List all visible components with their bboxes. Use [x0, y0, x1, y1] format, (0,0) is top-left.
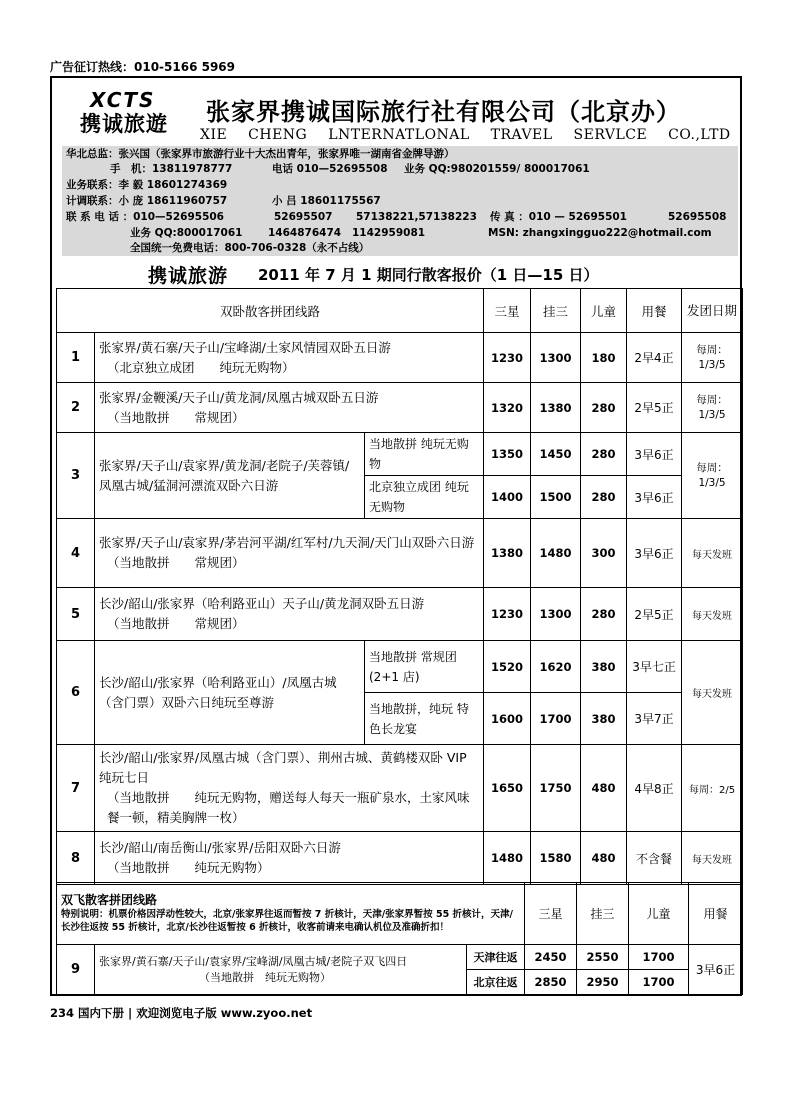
flight-note: 特别说明：机票价格因浮动性较大，北京/张家界往返而暂按 7 折核计，天津/张家界暂按 55 折核计，天津/长沙往返按 55 折核计，北京/长沙往返暂按 6 折核计，收客前请来电确认机位及准确折扣！: [61, 909, 513, 933]
flight-header: [57, 883, 525, 945]
meal-cell: 3早6正: [627, 519, 682, 588]
price-three-star: 1520: [484, 641, 531, 693]
company-logo: [80, 86, 190, 136]
price-quasi-three: 1300: [531, 588, 581, 641]
price-quasi-three: 1620: [531, 641, 581, 693]
header-child: 儿童: [581, 289, 627, 333]
route-cell: [95, 945, 467, 995]
contact-info-box: [62, 146, 738, 256]
meal-cell: 2早5正: [627, 383, 682, 433]
flight-header-three-star: 三星: [525, 883, 577, 945]
row-index: 2: [57, 383, 95, 433]
row-index: 3: [57, 433, 95, 519]
price-child: 1700: [629, 945, 689, 970]
contact-qq-1: 业务 QQ:800017061: [130, 227, 243, 239]
price-quasi-three: 1700: [531, 693, 581, 745]
price-three-star: 1650: [484, 745, 531, 832]
route-note: （当地散拼 纯玩无购物）: [199, 970, 331, 984]
logo-en-text: XCTS: [90, 88, 156, 112]
departure-cell: 每周：2/5: [682, 745, 743, 832]
flight-header-child: 儿童: [629, 883, 689, 945]
price-child: 280: [581, 383, 627, 433]
route-name: 长沙/韶山/张家界（哈利路亚山）/凤凰古城（含门票）双卧六日纯玩至尊游: [95, 641, 365, 745]
page-title: 2011 年 7 月 1 期同行散客报价（1 日—15 日）: [258, 266, 599, 284]
meal-cell: 3早6正: [627, 433, 682, 476]
ad-hotline: 广告征订热线：010-5166 5969: [50, 60, 236, 74]
table-row: [57, 519, 743, 588]
price-quasi-three: 1450: [531, 433, 581, 476]
departure-cell: 每天发班: [682, 641, 743, 745]
contact-planner-1: 计调联系：小 庞 18611960757: [66, 195, 228, 207]
price-child: 380: [581, 641, 627, 693]
price-child: 300: [581, 519, 627, 588]
row-index: 1: [57, 333, 95, 383]
meal-cell: 2早4正: [627, 333, 682, 383]
price-three-star: 1400: [484, 476, 531, 519]
flight-header-meal: 用餐: [689, 883, 743, 945]
departure-city-label: 北京往返: [467, 970, 525, 995]
header-three-star: 三星: [484, 289, 531, 333]
contact-mobile: 手 机：13811978777: [110, 163, 233, 175]
contact-qq-3: 1142959081: [352, 227, 426, 239]
price-three-star: 1320: [484, 383, 531, 433]
row-index: 7: [57, 745, 95, 832]
meal-cell: 3早6正: [689, 945, 743, 995]
price-child: 180: [581, 333, 627, 383]
route-cell: [95, 832, 484, 885]
sub-option-label: 当地散拼 纯玩无购物: [365, 433, 484, 476]
route-name: 长沙/韶山/南岳衡山/张家界/岳阳双卧六日游: [99, 840, 341, 855]
company-name-en: XIE CHENG LNTERNATLONAL TRAVEL SERVLCE CO.,LTD: [200, 127, 731, 143]
price-child: 480: [581, 745, 627, 832]
meal-cell: 3早7正: [627, 693, 682, 745]
header-route: 双卧散客拼团线路: [57, 289, 484, 333]
meal-cell: 4早8正: [627, 745, 682, 832]
route-cell: [95, 333, 484, 383]
flight-header-row: [57, 883, 743, 945]
table-row: [57, 745, 743, 832]
table-row: [57, 588, 743, 641]
route-cell: [95, 588, 484, 641]
price-three-star: 2850: [525, 970, 577, 995]
logo-cn-text: 携诚旅遊: [80, 112, 168, 136]
price-quasi-three: 1750: [531, 745, 581, 832]
price-quasi-three: 2950: [577, 970, 629, 995]
title-logo: 携诚旅游: [148, 265, 229, 287]
route-cell: [95, 519, 484, 588]
route-note: （当地散拼 常规团）: [107, 409, 245, 425]
route-name: 张家界/黄石寨/天子山/袁家界/宝峰湖/凤凰古城/老院子双飞四日: [99, 954, 408, 968]
contact-qq: 业务 QQ:980201559/ 800017061: [404, 163, 590, 175]
contact-phone: 电话 010—52695508: [272, 163, 388, 175]
meal-cell: 3早6正: [627, 476, 682, 519]
table-row: [57, 333, 743, 383]
price-quasi-three: 1380: [531, 383, 581, 433]
table-row: [57, 832, 743, 885]
price-three-star: 1350: [484, 433, 531, 476]
price-three-star: 2450: [525, 945, 577, 970]
price-child: 380: [581, 693, 627, 745]
table-row: [57, 945, 743, 970]
price-three-star: 1380: [484, 519, 531, 588]
sub-option-label: 当地散拼，纯玩 特色长龙宴: [365, 693, 484, 745]
contact-msn: MSN: zhangxingguo222@hotmail.com: [488, 227, 712, 239]
meal-cell: 不含餐: [627, 832, 682, 885]
departure-cell: 每周：1/3/5: [682, 383, 743, 433]
contact-tel-1: 联 系 电 话 ：010—52695506: [66, 211, 224, 223]
price-child: 280: [581, 476, 627, 519]
sub-option-label: 当地散拼 常规团(2+1 店): [365, 641, 484, 693]
company-name-cn: 张家界携诚国际旅行社有限公司（北京办）: [206, 98, 681, 126]
row-index: 9: [57, 945, 95, 995]
route-cell: [95, 745, 484, 832]
departure-cell: 每周：1/3/5: [682, 333, 743, 383]
contact-tel-3: 57138221,57138223: [356, 211, 477, 223]
route-note: （当地散拼 纯玩无购物，赠送每人每天一瓶矿泉水，土家风味餐一顿，精美胸牌一枚）: [107, 790, 470, 825]
header-departure: 发团日期: [682, 289, 743, 333]
header-quasi-three: 挂三: [531, 289, 581, 333]
departure-cell: 每周：1/3/5: [682, 433, 743, 519]
table-header-row: [57, 289, 743, 333]
price-child: 280: [581, 588, 627, 641]
meal-cell: 3早七正: [627, 641, 682, 693]
flight-header-quasi-three: 挂三: [577, 883, 629, 945]
price-table: [56, 288, 743, 885]
flight-title: 双飞散客拼团线路: [61, 893, 158, 907]
flight-table: [56, 882, 743, 995]
route-name: 长沙/韶山/张家界/凤凰古城（含门票）、荆州古城、黄鹤楼双卧 VIP 纯玩七日: [99, 750, 467, 785]
contact-fax: 传 真 ：010 — 52695501: [490, 211, 627, 223]
departure-cell: 每天发班: [682, 832, 743, 885]
route-note: （当地散拼 常规团）: [107, 555, 245, 570]
row-index: 6: [57, 641, 95, 745]
header-meal: 用餐: [627, 289, 682, 333]
row-index: 5: [57, 588, 95, 641]
row-index: 4: [57, 519, 95, 588]
route-note: （当地散拼 常规团）: [107, 616, 245, 631]
departure-cell: 每天发班: [682, 588, 743, 641]
price-quasi-three: 1500: [531, 476, 581, 519]
route-name: 张家界/天子山/袁家界/黄龙洞/老院子/芙蓉镇/凤凰古城/猛洞河漂流双卧六日游: [95, 433, 365, 519]
price-child: 280: [581, 433, 627, 476]
contact-toll-free: 全国统一免费电话：800-706-0328（永不占线）: [130, 242, 370, 254]
contact-planner-2: 小 吕 18601175567: [272, 195, 381, 207]
table-row: [57, 383, 743, 433]
price-three-star: 1600: [484, 693, 531, 745]
contact-qq-2: 1464876474: [268, 227, 342, 239]
departure-city-label: 天津往返: [467, 945, 525, 970]
contact-director: 华北总监：张兴国（张家界市旅游行业十大杰出青年，张家界唯一湖南省金牌导游）: [66, 148, 455, 160]
price-quasi-three: 1480: [531, 519, 581, 588]
price-quasi-three: 2550: [577, 945, 629, 970]
meal-cell: 2早5正: [627, 588, 682, 641]
page-footer: 234 国内下册 | 欢迎浏览电子版 www.zyoo.net: [50, 1006, 313, 1020]
route-note: （北京独立成团 纯玩无购物）: [107, 359, 295, 375]
route-name: 张家界/天子山/袁家界/茅岩河平湖/红军村/九天洞/天门山双卧六日游: [99, 535, 475, 550]
table-row: [57, 433, 743, 476]
row-index: 8: [57, 832, 95, 885]
price-child: 1700: [629, 970, 689, 995]
price-quasi-three: 1300: [531, 333, 581, 383]
contact-business: 业务联系：李 毅 18601274369: [66, 179, 228, 191]
contact-tel-2: 52695507: [274, 211, 333, 223]
price-three-star: 1230: [484, 588, 531, 641]
price-three-star: 1480: [484, 832, 531, 885]
route-name: 张家界/黄石寨/天子山/宝峰湖/土家风情园双卧五日游: [99, 339, 391, 355]
route-note: （当地散拼 纯玩无购物）: [107, 860, 270, 875]
sub-option-label: 北京独立成团 纯玩无购物: [365, 476, 484, 519]
price-three-star: 1230: [484, 333, 531, 383]
table-row: [57, 641, 743, 693]
price-child: 480: [581, 832, 627, 885]
price-quasi-three: 1580: [531, 832, 581, 885]
departure-cell: 每天发班: [682, 519, 743, 588]
route-name: 长沙/韶山/张家界（哈利路亚山）天子山/黄龙洞双卧五日游: [99, 596, 425, 611]
route-name: 张家界/金鞭溪/天子山/黄龙洞/凤凰古城双卧五日游: [99, 389, 379, 405]
route-cell: [95, 383, 484, 433]
contact-fax-2: 52695508: [668, 211, 727, 223]
